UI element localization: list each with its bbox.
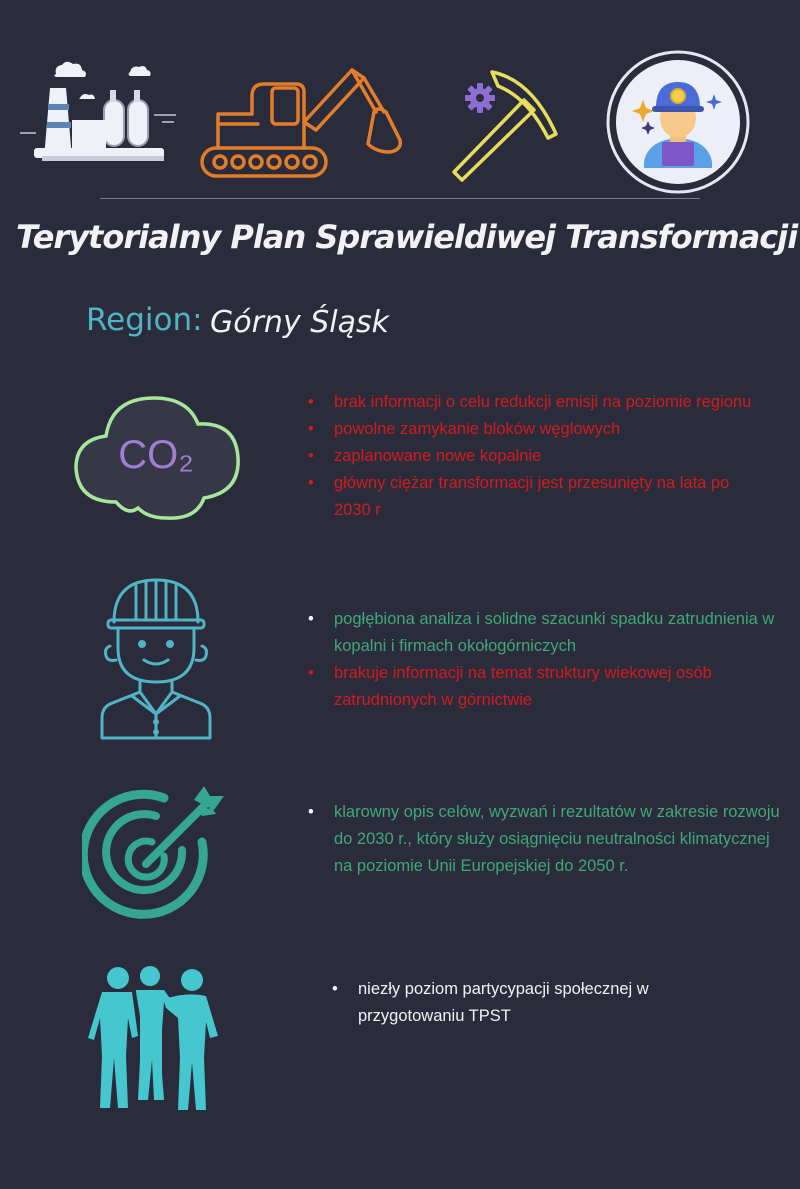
goals-list — [308, 799, 788, 880]
excavator-icon — [198, 62, 408, 182]
region-label: Region: — [86, 302, 203, 338]
list-item: • niezły poziom partycypacji społecznej w przygotowaniu TPST — [332, 976, 722, 1030]
list-item: • brak informacji o celu redukcji emisji na poziomie regionu — [308, 389, 794, 416]
list-item: • pogłębiona analiza i solidne szacunki spadku zatrudnienia w kopalni i firmach okołogórniczych — [308, 606, 778, 660]
page-title: Terytorialny Plan Sprawieldiwej Transformacji — [16, 218, 798, 256]
co2-label: CO₂ — [118, 433, 194, 477]
list-item: • główny ciężar transformacji jest przesunięty na lata po 2030 r — [308, 470, 794, 524]
region-value: Górny Śląsk — [210, 305, 390, 340]
pickaxe-icon — [440, 62, 570, 182]
employment-list — [308, 606, 778, 714]
participation-list — [332, 976, 722, 1030]
miner-avatar-icon — [606, 50, 750, 194]
people-group-icon — [80, 962, 230, 1112]
worker-helmet-icon — [98, 578, 214, 742]
list-item: • brakuje informacji na temat struktury wiekowej osób zatrudnionych w górnictwie — [308, 660, 778, 714]
emissions-list — [308, 389, 794, 524]
header-divider — [100, 198, 700, 199]
factory-icon — [18, 60, 178, 165]
co2-cloud-icon — [70, 390, 242, 524]
target-dart-icon — [82, 780, 232, 930]
list-item: • zaplanowane nowe kopalnie — [308, 443, 794, 470]
list-item: • powolne zamykanie bloków węglowych — [308, 416, 794, 443]
list-item: • klarowny opis celów, wyzwań i rezultatów w zakresie rozwoju do 2030 r., który służy osiągnięciu neutralności klimatycznej na poziomie Unii Europejskiej do 2050 r. — [308, 799, 788, 880]
